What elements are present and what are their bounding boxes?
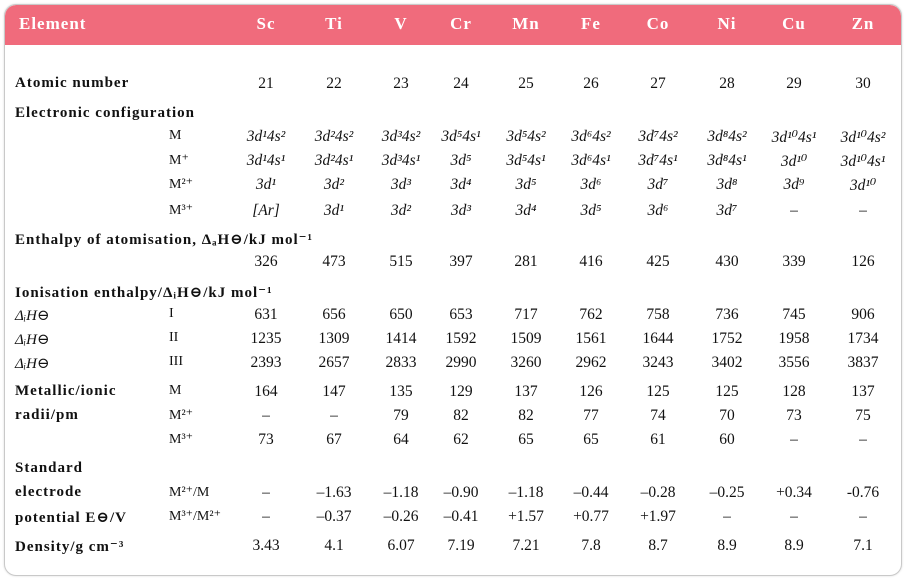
- section-atomic-number: Atomic number: [15, 75, 130, 91]
- table-cell: 77: [583, 407, 599, 424]
- table-cell: –1.18: [383, 484, 419, 501]
- electrode-couple-label: M²⁺/M: [169, 485, 210, 500]
- table-cell: 3d⁸: [716, 176, 738, 193]
- table-cell: 6.07: [387, 537, 415, 554]
- config-ion-label: M³⁺: [169, 203, 194, 218]
- table-cell: –0.25: [709, 484, 745, 501]
- table-cell: 3d⁵4s¹: [506, 152, 546, 169]
- table-cell: –0.26: [383, 508, 419, 525]
- table-cell: 416: [579, 253, 603, 270]
- table-cell: 3d³4s¹: [381, 152, 421, 169]
- table-cell: 3837: [847, 354, 879, 371]
- table-cell: 758: [646, 306, 670, 323]
- table-cell: 3d⁸4s²: [707, 128, 747, 145]
- section-radii-line1: Metallic/ionic: [15, 383, 117, 399]
- header-element: Cu: [782, 14, 806, 33]
- table-cell: 3d⁶4s¹: [571, 152, 611, 169]
- table-cell: 3d³4s²: [381, 128, 421, 145]
- table-cell: 3260: [510, 354, 542, 371]
- table-cell: 147: [322, 383, 346, 400]
- table-cell: –: [790, 431, 798, 448]
- table-cell: 1644: [642, 330, 674, 347]
- table-cell: 3d²: [323, 176, 345, 193]
- table-cell: –: [790, 202, 798, 219]
- ionisation-order: III: [169, 354, 183, 369]
- config-ion-label: M: [169, 128, 182, 143]
- header-element: Co: [646, 14, 670, 33]
- table-cell: -0.76: [846, 484, 880, 501]
- table-cell: 24: [453, 75, 469, 92]
- table-cell: 3d⁴: [515, 202, 537, 219]
- table-header: [5, 5, 901, 45]
- table-cell: 129: [449, 383, 473, 400]
- ionisation-symbol: ΔᵢH⊖: [15, 356, 50, 372]
- table-cell: 3d²: [390, 202, 412, 219]
- table-cell: 3d¹⁰4s²: [840, 129, 886, 146]
- table-cell: 125: [646, 383, 670, 400]
- config-ion-label: M²⁺: [169, 177, 194, 192]
- table-cell: 3d⁸4s¹: [707, 152, 747, 169]
- table-cell: –: [859, 202, 867, 219]
- table-cell: 1592: [445, 330, 477, 347]
- table-cell: 2657: [318, 354, 350, 371]
- table-cell: 656: [322, 306, 346, 323]
- table-cell: 3d¹⁰4s¹: [771, 129, 817, 146]
- table-cell: 79: [393, 407, 409, 424]
- radii-ion-label: M²⁺: [169, 408, 194, 423]
- table-cell: 515: [389, 253, 413, 270]
- table-cell: –: [723, 508, 731, 525]
- table-cell: +1.97: [640, 508, 676, 525]
- table-cell: 3d⁹: [783, 176, 805, 193]
- table-cell: 745: [782, 306, 806, 323]
- table-cell: 3d¹4s¹: [246, 152, 286, 169]
- table-cell: 75: [855, 407, 871, 424]
- table-cell: 3d⁷: [647, 176, 669, 193]
- table-cell: –0.28: [640, 484, 676, 501]
- table-cell: 3d⁵: [580, 202, 602, 219]
- table-cell: 339: [782, 253, 806, 270]
- table-cell: 2833: [385, 354, 417, 371]
- table-cell: 3d⁵: [515, 176, 537, 193]
- table-cell: 64: [393, 431, 409, 448]
- table-cell: 67: [326, 431, 342, 448]
- table-cell: –0.41: [443, 508, 479, 525]
- table-cell: 3d²4s²: [314, 128, 354, 145]
- table-cell: –0.90: [443, 484, 479, 501]
- table-cell: 29: [786, 75, 802, 92]
- table-cell: 28: [719, 75, 735, 92]
- ionisation-order: I: [169, 306, 174, 321]
- electrode-couple-label: M³⁺/M²⁺: [169, 509, 221, 524]
- table-cell: 73: [786, 407, 802, 424]
- table-cell: 3d¹: [323, 202, 345, 219]
- table-cell: 135: [389, 383, 413, 400]
- config-ion-label: M⁺: [169, 153, 189, 168]
- table-cell: +0.34: [776, 484, 812, 501]
- header-element: Ni: [717, 14, 737, 33]
- table-cell: –1.63: [316, 484, 352, 501]
- table-cell: 3d¹: [255, 176, 277, 193]
- table-cell: 137: [514, 383, 538, 400]
- header-element: V: [394, 14, 408, 33]
- table-cell: –0.44: [573, 484, 609, 501]
- table-cell: 2990: [445, 354, 477, 371]
- table-cell: 126: [579, 383, 603, 400]
- table-cell: 653: [449, 306, 473, 323]
- table-cell: 164: [254, 383, 278, 400]
- table-cell: 82: [453, 407, 469, 424]
- table-cell: 3.43: [252, 537, 280, 554]
- table-cell: 1509: [510, 330, 542, 347]
- properties-table: [4, 4, 902, 576]
- table-cell: 23: [393, 75, 409, 92]
- table-cell: 8.9: [784, 537, 804, 554]
- table-cell: 3d⁶4s²: [571, 128, 611, 145]
- table-cell: +0.77: [573, 508, 609, 525]
- table-cell: [Ar]: [252, 202, 280, 219]
- table-cell: 3d³: [390, 176, 412, 193]
- table-cell: –: [262, 508, 270, 525]
- table-cell: 3d¹4s²: [246, 128, 286, 145]
- table-cell: 3d⁶: [647, 202, 669, 219]
- table-cell: 4.1: [324, 537, 344, 554]
- table-cell: –: [330, 407, 338, 424]
- table-cell: 3d¹⁰4s¹: [840, 153, 886, 170]
- table-cell: 7.1: [853, 537, 873, 554]
- table-cell: –0.37: [316, 508, 352, 525]
- table-cell: 1309: [318, 330, 350, 347]
- table-cell: –: [790, 508, 798, 525]
- table-cell: 21: [258, 75, 274, 92]
- table-cell: 3d⁷: [716, 202, 738, 219]
- table-cell: 27: [650, 75, 666, 92]
- table-cell: 906: [851, 306, 875, 323]
- header-element: Fe: [581, 14, 601, 33]
- table-cell: –: [859, 431, 867, 448]
- table-cell: 3556: [778, 354, 810, 371]
- header-element: Zn: [851, 14, 875, 33]
- table-cell: 25: [518, 75, 534, 92]
- header-element: Sc: [256, 14, 276, 33]
- ionisation-order: II: [169, 330, 179, 345]
- table-cell: 650: [389, 306, 413, 323]
- table-cell: 3d⁷4s¹: [638, 152, 678, 169]
- table-cell: 128: [782, 383, 806, 400]
- section-enthalpy-atomisation: Enthalpy of atomisation, ΔₐH⊖/kJ mol⁻¹: [15, 232, 314, 248]
- table-cell: –: [859, 508, 867, 525]
- table-cell: 62: [453, 431, 469, 448]
- section-electrode-line1: Standard: [15, 460, 84, 476]
- table-cell: 7.19: [447, 537, 475, 554]
- section-density: Density/g cm⁻³: [15, 539, 125, 555]
- table-cell: –: [262, 407, 270, 424]
- table-cell: 1958: [778, 330, 810, 347]
- table-cell: –1.18: [508, 484, 544, 501]
- section-electrode-line3: potential E⊖/V: [15, 510, 127, 526]
- ionisation-symbol: ΔᵢH⊖: [15, 308, 50, 324]
- table-cell: 3d⁵: [450, 152, 472, 169]
- table-cell: 3d⁵4s¹: [441, 128, 481, 145]
- table-cell: 717: [514, 306, 538, 323]
- table-cell: 2393: [250, 354, 282, 371]
- table-cell: 3402: [711, 354, 743, 371]
- table-cell: 3d³: [450, 202, 472, 219]
- section-electrode-line2: electrode: [15, 484, 83, 500]
- table-cell: 60: [719, 431, 735, 448]
- table-cell: 82: [518, 407, 534, 424]
- table-cell: 326: [254, 253, 278, 270]
- table-cell: 3d⁷4s²: [638, 128, 678, 145]
- table-cell: 7.21: [512, 537, 540, 554]
- table-cell: 1561: [575, 330, 607, 347]
- table-cell: 3d¹⁰: [780, 153, 808, 170]
- table-cell: 3d⁶: [580, 176, 602, 193]
- table-cell: +1.57: [508, 508, 544, 525]
- table-cell: 1752: [711, 330, 743, 347]
- table-cell: 3d⁵4s²: [506, 128, 546, 145]
- table-cell: 1414: [385, 330, 417, 347]
- table-cell: 762: [579, 306, 603, 323]
- table-cell: 425: [646, 253, 670, 270]
- header-element: Ti: [325, 14, 343, 33]
- table-cell: 61: [650, 431, 666, 448]
- table-cell: 473: [322, 253, 346, 270]
- table-cell: 65: [583, 431, 599, 448]
- table-cell: 8.7: [648, 537, 668, 554]
- table-cell: 397: [449, 253, 473, 270]
- table-cell: 22: [326, 75, 342, 92]
- radii-ion-label: M: [169, 383, 182, 398]
- table-cell: 70: [719, 407, 735, 424]
- section-electronic-configuration: Electronic configuration: [15, 105, 195, 121]
- header-element: Mn: [512, 14, 540, 33]
- table-cell: 30: [855, 75, 871, 92]
- table-cell: 26: [583, 75, 599, 92]
- table-cell: 2962: [575, 354, 607, 371]
- header-label: Element: [19, 14, 87, 33]
- table-cell: 7.8: [581, 537, 601, 554]
- table-cell: 281: [514, 253, 538, 270]
- section-radii-line2: radii/pm: [15, 407, 79, 423]
- table-cell: 631: [254, 306, 278, 323]
- table-cell: 736: [715, 306, 739, 323]
- table-cell: 3d⁴: [450, 176, 472, 193]
- table-cell: 3d¹⁰: [849, 177, 877, 194]
- table-cell: 430: [715, 253, 739, 270]
- table-cell: –: [262, 484, 270, 501]
- table-cell: 125: [715, 383, 739, 400]
- table-cell: 8.9: [717, 537, 737, 554]
- section-ionisation-enthalpy: Ionisation enthalpy/ΔᵢH⊖/kJ mol⁻¹: [15, 285, 273, 301]
- table-cell: 3d²4s¹: [314, 152, 354, 169]
- radii-ion-label: M³⁺: [169, 432, 194, 447]
- table-cell: 3243: [642, 354, 674, 371]
- table-cell: 1235: [250, 330, 282, 347]
- table-cell: 73: [258, 431, 274, 448]
- table-cell: 65: [518, 431, 534, 448]
- table-cell: 137: [851, 383, 875, 400]
- table-cell: 1734: [847, 330, 879, 347]
- table-cell: 126: [851, 253, 875, 270]
- header-element: Cr: [450, 14, 472, 33]
- table-cell: 74: [650, 407, 666, 424]
- ionisation-symbol: ΔᵢH⊖: [15, 332, 50, 348]
